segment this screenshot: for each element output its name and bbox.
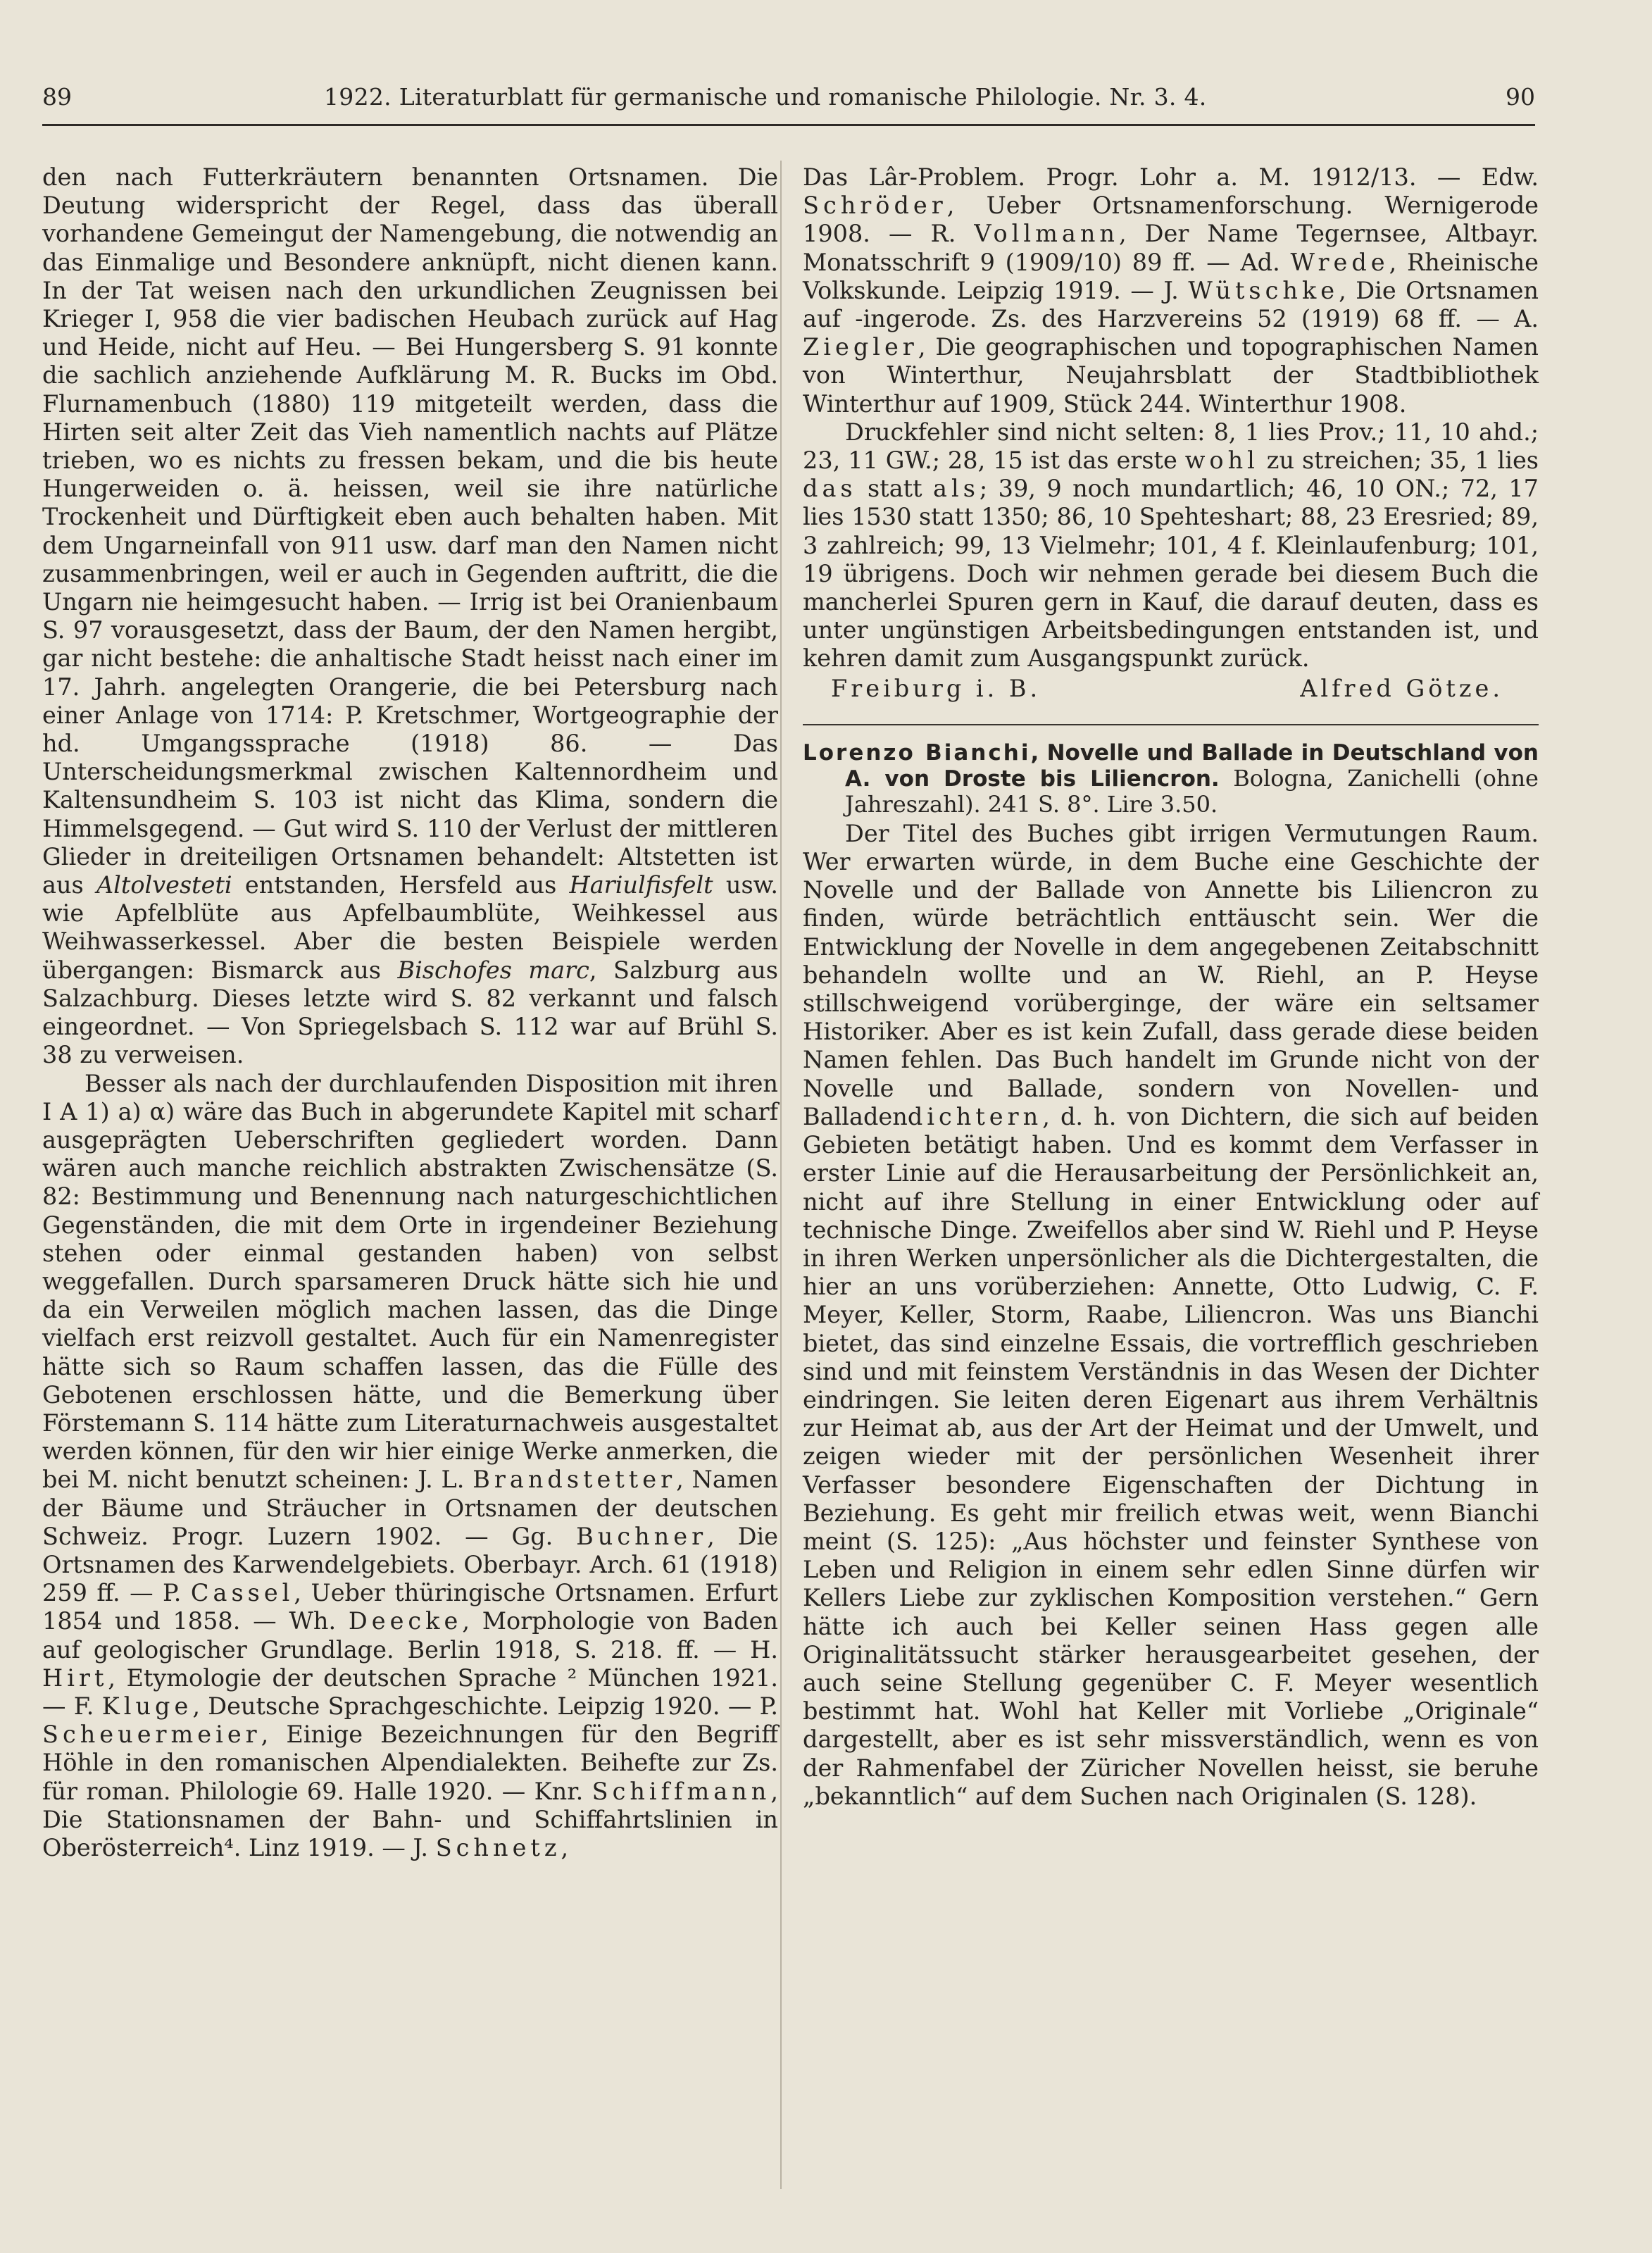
text: , d. h. von Dichtern, die sich auf beiden Gebieten betätigt haben. Und es kommt dem Verfasser in erster Linie auf die Herausarbeitung der Persönlichkeit an, nicht auf ihre Stellung in einer Entwicklung oder auf technische Dinge. Zweifellos aber sind W. Riehl und P. Heyse in ihren Werken unpersönlicher als die Dichtergestalten, die hier an uns vorüberziehen: Annette, Otto Ludwig, C. F. Meyer, Keller, Storm, Raabe, Liliencron. Was uns Bianchi bietet, das sind einzelne Essais, die vortrefflich geschrieben sind und mit feinstem Verständnis in das Wesen der Dichter eindringen. Sie leiten deren Eigenart aus ihrem Verhältnis zur Heimat ab, aus der Art der Heimat und der Umwelt, und zeigen wieder mit der persönlichen Wesenheit ihrer Verfasser besondere Eigenschaften der Dichtung in Beziehung. Es geht mir freilich etwas weit, wenn Bianchi meint (S. 125): „Aus höchster und feinster Synthese von Leben und Religion in einem sehr edlen Sinne dürfen wir Kellers Liebe zur zyklischen Komposition verstehen.“ Gern hätte ich auch bei Keller seinen Hass gegen alle Originalitätssucht stärker herausgearbeitet gesehen, der auch seine Stellung gegenüber C. F. Meyer wesentlich bestimmt hat. Wohl hat Keller mit Vorliebe „Originale“ dargestellt, aber es ist sehr missverständlich, wenn es von der Rahmenfabel der Züricher Novellen heisst, sie beruhe „bekanntlich“ auf dem Suchen nach Originalen (S. 128). <box>803 1102 1539 1810</box>
signature-name: Alfred Götze. <box>1300 674 1503 702</box>
text: , Ueber thüringische Ortsnamen. Erfurt 1854 und 1858. — Wh. <box>42 1579 778 1635</box>
author-name: Brandstetter <box>473 1466 677 1494</box>
right-paragraph-1 <box>803 163 1539 418</box>
author-name: Kluge <box>101 1692 193 1720</box>
author-name: Schröder <box>803 192 947 220</box>
text: , Namen der Bäume und Sträucher in Ortsnamen der deutschen Schweiz. Progr. Luzern 1902. — Gg. <box>42 1466 778 1550</box>
left-paragraph-1 <box>42 163 778 1070</box>
text: , Die Stationsnamen der Bahn- und Schiffahrtslinien in Oberösterreich⁴. Linz 1919. — J. <box>42 1777 778 1861</box>
spaced-word: wohl <box>1184 447 1259 475</box>
text: Das Lâr-Problem. Progr. Lohr a. M. 1912/13. — Edw. <box>803 163 1539 191</box>
spaced-word: als <box>933 475 980 503</box>
text: , Einige Bezeichnungen für den Begriff Höhle in den romanischen Alpendialekten. Beihefte zur Zs. für roman. Philologie 69. Halle 1920. — Knr. <box>42 1721 778 1805</box>
left-column <box>42 163 778 1862</box>
right-column <box>803 163 1539 1811</box>
review-publication: Bologna, Zanichelli (ohne Jahreszahl). 241 S. 8°. Lire 3.50. <box>845 764 1539 818</box>
author-name: Ziegler <box>803 333 918 361</box>
text: entstanden, Hersfeld aus <box>232 871 570 899</box>
running-title: 1922. Literaturblatt für germanische und romanische Philologie. Nr. 3. 4. <box>324 83 1207 111</box>
review-author: Lorenzo Bianchi <box>803 739 1031 766</box>
column-separator <box>780 161 782 2189</box>
text: , Die Ortsnamen auf -ingerode. Zs. des Harzvereins 52 (1919) 68 ff. — A. <box>803 276 1539 333</box>
text: den nach Futterkräutern benannten Ortsnamen. Die Deutung widerspricht der Regel, dass das überall vorhandene Gemeingut der Namengebung, die notwendig an das Einmalige und Besondere anknüpft, nicht dienen kann. In der Tat weisen nach den urkundlichen Zeugnissen bei Krieger I, 958 die vier badischen Heubach zurück auf Hag und Heide, nicht auf Heu. — Bei Hungersberg S. 91 konnte die sachlich anziehende Aufklärung M. R. Bucks im Obd. Flurnamenbuch (1880) 119 mitgeteilt werden, dass die Hirten seit alter Zeit das Vieh namentlich nachts auf Plätze trieben, wo es nichts zu fressen bekam, und die bis heute Hungerweiden o. ä. heissen, weil sie ihre natürliche Trockenheit und Dürftigkeit eben auch behalten haben. Mit dem Ungarneinfall von 911 usw. darf man den Namen nicht zusammenbringen, weil er auch in Gegenden auftritt, die die Ungarn nie heimgesucht haben. — Irrig ist bei Oranienbaum S. 97 vorausgesetzt, dass der Baum, der den Namen hergibt, gar nicht bestehe: die anhaltische Stadt heisst nach einer im 17. Jahrh. angelegten Orangerie, die bei Petersburg nach einer Anlage von 1714: P. Kretschmer, Wortgeographie der hd. Umgangssprache (1918) 86. — Das Unterscheidungsmerkmal zwischen Kaltennordheim und Kaltensundheim S. 103 ist nicht das Klima, sondern die Himmelsgegend. — Gut wird S. 110 der Verlust der mittleren Glieder in dreiteiligen Ortsnamen behandelt: Altstetten ist aus <box>42 163 778 899</box>
signature-place: Freiburg i. B. <box>831 674 1041 702</box>
spaced-word: das <box>803 475 857 503</box>
review-heading <box>803 739 1539 817</box>
review-signature <box>803 675 1539 703</box>
review-separator <box>803 724 1539 725</box>
left-paragraph-2 <box>42 1070 778 1863</box>
text: , Etymologie der deutschen Sprache ² München 1921. — F. <box>42 1664 778 1720</box>
text: , Ueber Ortsnamenforschung. Wernigerode 1908. — R. <box>803 192 1539 248</box>
author-name: Buchner <box>576 1522 708 1550</box>
text: , Morphologie von Baden auf geologischer Grundlage. Berlin 1918, S. 218. ff. — H. <box>42 1607 778 1664</box>
author-name: Hirt <box>42 1664 108 1692</box>
author-name: Deecke <box>348 1607 463 1635</box>
text: usw. wie Apfelblüte aus Apfelbaumblüte, Weihkessel aus Weihwasserkessel. Aber die besten Beispiele werden übergangen: Bismarck aus <box>42 871 778 984</box>
text: , Die Ortsnamen des Karwendelgebiets. Oberbayr. Arch. 61 (1918) 259 ff. — P. <box>42 1522 778 1607</box>
text: , <box>561 1833 569 1861</box>
header-rule <box>42 124 1535 126</box>
author-name: Schnetz <box>435 1833 561 1861</box>
author-name: Wütschke <box>1188 276 1339 304</box>
right-paragraph-3 <box>803 820 1539 1811</box>
text: , Die geographischen und topographischen Namen von Winterthur, Neujahrsblatt der Stadtbibliothek Winterthur auf 1909, Stück 244. Winterthur 1908. <box>803 333 1539 418</box>
author-name: Cassel <box>190 1579 294 1607</box>
running-header <box>42 83 1535 125</box>
text: , Der Name Tegernsee, Altbayr. Monatsschrift 9 (1909/10) 89 ff. — Ad. <box>803 220 1539 276</box>
author-name: Schiffmann <box>592 1777 771 1805</box>
italic-name: Altolvesteti <box>96 871 232 899</box>
text: , Rheinische Volkskunde. Leipzig 1919. — J. <box>803 248 1539 304</box>
text: Der Titel des Buches gibt irrigen Vermutungen Raum. Wer erwarten würde, in dem Buche eine Geschichte der Novelle und der Ballade von Annette bis Liliencron zu finden, würde beträchtlich enttäuscht sein. Wer die Entwicklung der Novelle in dem angegebenen Zeitabschnitt behandeln wollte und an W. Riehl, an P. Heyse stillschweigend vorüberginge, der wäre ein seltsamer Historiker. Aber es ist kein Zufall, dass gerade diese beiden Namen fehlen. Das Buch handelt im Grunde nicht von der Novelle und Ballade, sondern von Novellen- und Balladen <box>803 819 1539 1130</box>
author-name: Scheuermeier <box>42 1721 261 1749</box>
author-name: Vollmann <box>974 220 1119 248</box>
text: , Deutsche Sprachgeschichte. Leipzig 1920. — P. <box>192 1692 778 1720</box>
text: Besser als nach der durchlaufenden Disposition mit ihren I A 1) a) α) wäre das Buch in abgerundete Kapitel mit scharf ausgeprägten Ueberschriften gegliedert worden. Dann wären auch manche reichlich abstrakten Zwischensätze (S. 82: Bestimmung und Benennung nach naturgeschichtlichen Gegenständen, die mit dem Orte in irgendeiner Beziehung stehen oder einmal gestanden haben) von selbst weggefallen. Durch sparsameren Druck hätte sich hie und da ein Verweilen möglich machen lassen, das die Dinge vielfach erst reizvoll gestaltet. Auch für ein Namenregister hätte sich so Raum schaffen lassen, das die Fülle des Gebotenen erschlossen hätte, und die Bemerkung über Förstemann S. 114 hätte zum Literaturnachweis ausgestaltet werden können, für den wir hier einige Werke anmerken, die bei M. nicht benutzt scheinen: J. L. <box>42 1069 778 1494</box>
text: zu streichen; 35, 1 lies <box>1258 447 1539 475</box>
page-number-right: 90 <box>1506 83 1535 111</box>
spaced-word: dichtern <box>907 1102 1043 1130</box>
italic-name: Hariulfisfelt <box>569 871 713 899</box>
right-paragraph-2 <box>803 418 1539 673</box>
italic-name: Bischofes marc <box>397 956 589 984</box>
author-name: Wrede <box>1290 248 1389 276</box>
review-title: , Novelle und Ballade in Deutschland von A. von Droste bis Liliencron. <box>845 739 1539 792</box>
text: Druckfehler sind nicht selten: 8, 1 lies Prov.; 11, 10 ahd.; 23, 11 GW.; 28, 15 ist das erste <box>803 418 1539 475</box>
text: statt <box>856 475 934 503</box>
text: ; 39, 9 noch mundartlich; 46, 10 ON.; 72, 17 lies 1530 statt 1350; 86, 10 Spehteshart; 88, 23 Eresried; 89, 3 zahlreich; 99, 13 Vielmehr; 101, 4 f. Kleinlaufenburg; 101, 19 übrigens. Doch wir nehmen gerade bei diesem Buch die mancherlei Spuren gern in Kauf, die darauf deuten, dass es unter ungünstigen Arbeitsbedingungen entstanden ist, und kehren damit zum Ausgangspunkt zurück. <box>803 475 1539 673</box>
text: , Salzburg aus Salzachburg. Dieses letzte wird S. 82 verkannt und falsch eingeordnet. — Von Spriegelsbach S. 112 war auf Brühl S. 38 zu verweisen. <box>42 956 778 1069</box>
page-number-left: 89 <box>42 83 72 111</box>
